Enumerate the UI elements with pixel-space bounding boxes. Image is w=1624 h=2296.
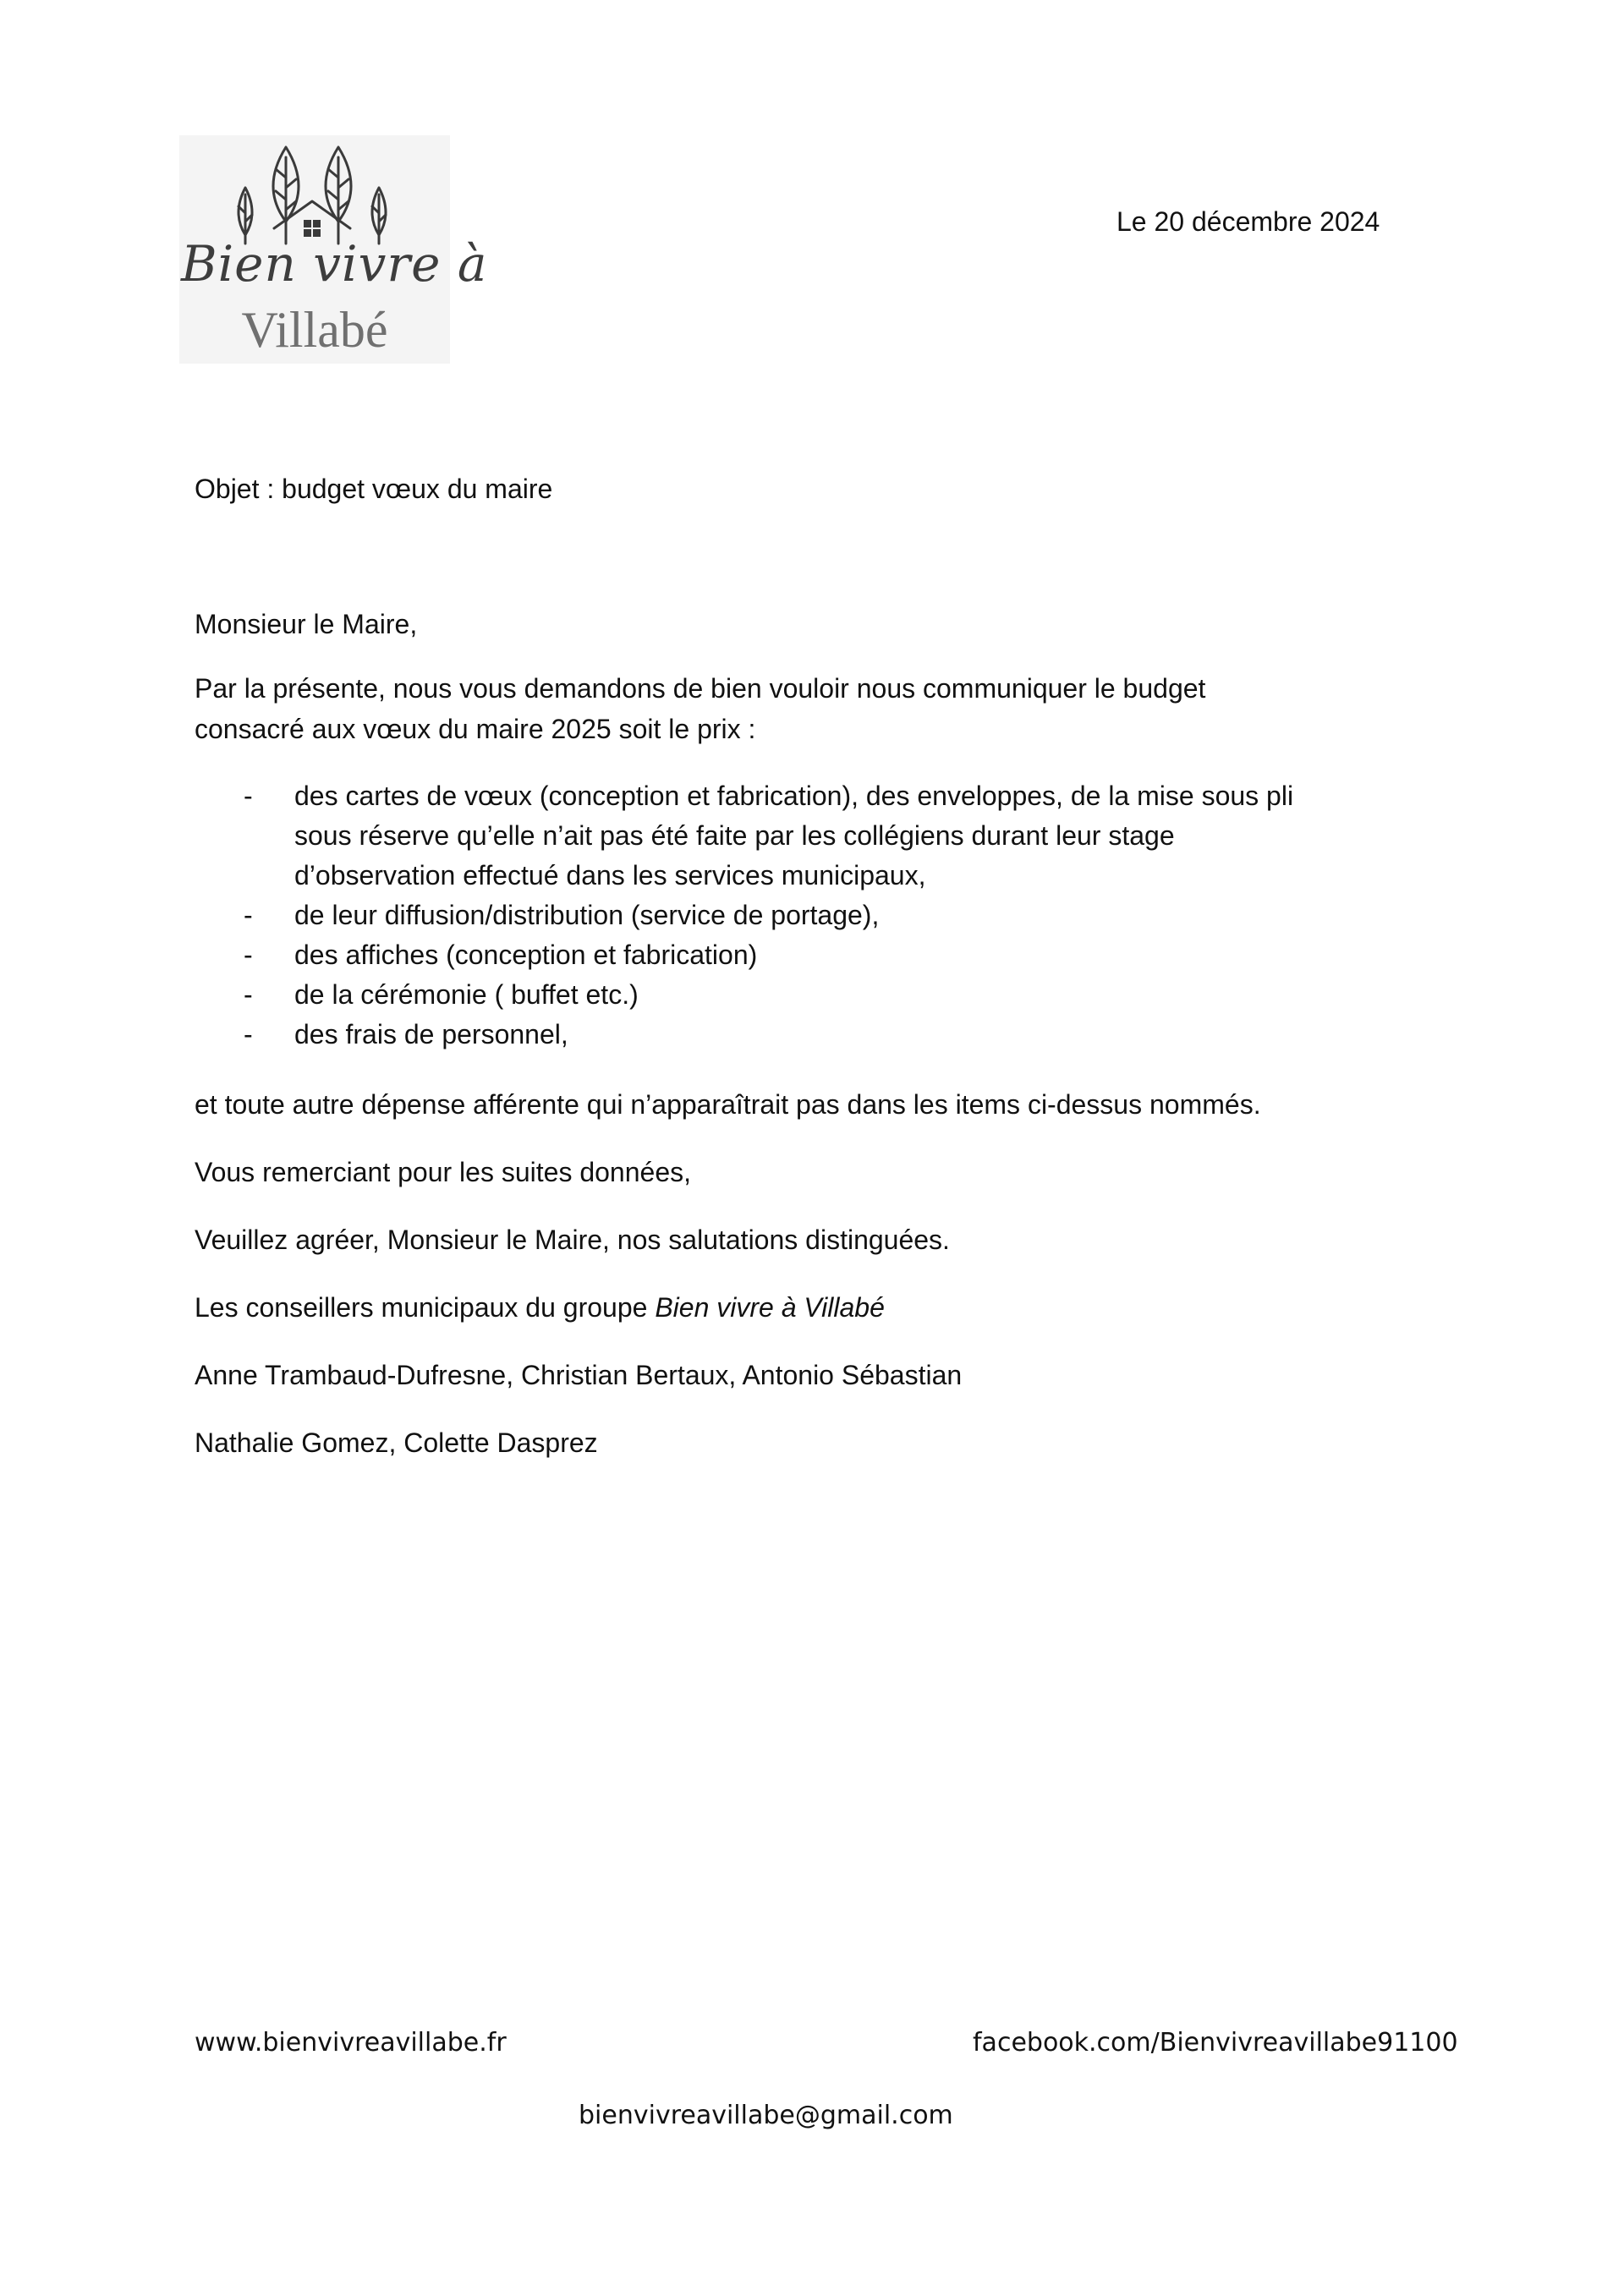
list-item — [195, 896, 1293, 935]
intro-line: consacré aux vœux du maire 2025 soit le prix : — [195, 714, 756, 744]
letter-date: Le 20 décembre 2024 — [1116, 206, 1380, 237]
list-item-line: des frais de personnel, — [294, 1019, 568, 1049]
signatory-names-2: Nathalie Gomez, Colette Dasprez — [195, 1427, 598, 1458]
logo-line-1: Bien vivre à — [181, 235, 488, 293]
group-prefix: Les conseillers municipaux du groupe — [195, 1292, 656, 1323]
list-item — [195, 776, 1293, 896]
list-item-line: de la cérémonie ( buffet etc.) — [294, 979, 639, 1010]
logo — [179, 135, 488, 364]
letter-salutation: Monsieur le Maire, — [195, 609, 418, 639]
letter-subject: Objet : budget vœux du maire — [195, 474, 553, 504]
signatory-group — [195, 1287, 885, 1328]
group-name: Bien vivre à Villabé — [655, 1292, 885, 1323]
list-bullet: - — [244, 781, 253, 811]
list-item-line: sous réserve qu’elle n’ait pas été faite par les collégiens durant leur stage — [294, 820, 1175, 851]
list-item — [195, 935, 1293, 975]
footer-facebook: facebook.com/Bienvivreavillabe91100 — [973, 2028, 1458, 2058]
list-item — [195, 975, 1293, 1015]
list-bullet: - — [244, 940, 253, 970]
list-item-line: des cartes de vœux (conception et fabrication), des enveloppes, de la mise sous pli — [294, 781, 1294, 811]
list-bullet: - — [244, 900, 253, 930]
letter-intro — [195, 668, 1205, 749]
after-list-text: et toute autre dépense afférente qui n’apparaîtrait pas dans les items ci-dessus nommés. — [195, 1089, 1261, 1120]
logo-line-2: Villabé — [241, 302, 388, 358]
closing-regards: Veuillez agréer, Monsieur le Maire, nos salutations distinguées. — [195, 1225, 950, 1255]
signatory-names-1: Anne Trambaud-Dufresne, Christian Bertaux, Antonio Sébastian — [195, 1360, 963, 1390]
cost-items-list — [195, 776, 1293, 1055]
list-item-line: d’observation effectué dans les services municipaux, — [294, 860, 926, 890]
intro-line: Par la présente, nous vous demandons de bien vouloir nous communiquer le budget — [195, 673, 1206, 704]
list-item-line: des affiches (conception et fabrication) — [294, 940, 758, 970]
footer-website: www.bienvivreavillabe.fr — [195, 2028, 507, 2058]
list-item-line: de leur diffusion/distribution (service de portage), — [294, 900, 880, 930]
thanks-text: Vous remerciant pour les suites données, — [195, 1157, 691, 1187]
list-bullet: - — [244, 979, 253, 1010]
list-item — [195, 1015, 1293, 1055]
list-bullet: - — [244, 1019, 253, 1049]
footer-email: bienvivreavillabe@gmail.com — [579, 2101, 953, 2130]
